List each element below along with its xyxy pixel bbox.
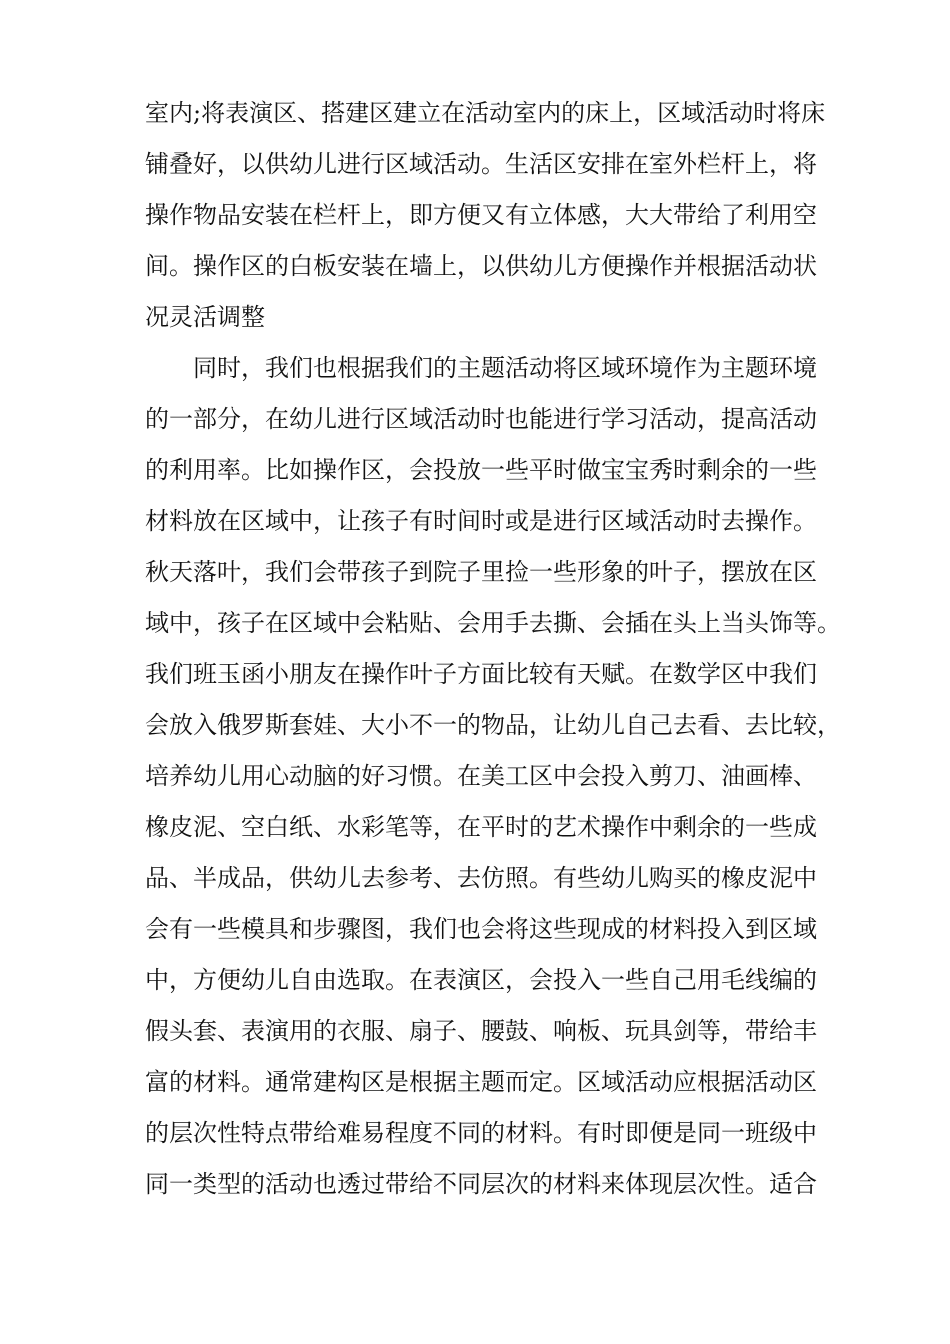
paragraph-2-line-12: 会有一些模具和步骤图，我们也会将这些现成的材料投入到区域 bbox=[145, 915, 817, 943]
paragraph-2-line-1: 同时，我们也根据我们的主题活动将区域环境作为主题环境 bbox=[193, 354, 817, 382]
paragraph-2-line-8: 会放入俄罗斯套娃、大小不一的物品，让幼儿自己去看、去比较， bbox=[145, 711, 841, 739]
paragraph-2-line-13: 中，方便幼儿自由选取。在表演区，会投入一些自己用毛线编的 bbox=[145, 966, 817, 994]
paragraph-2-line-10: 橡皮泥、空白纸、水彩笔等，在平时的艺术操作中剩余的一些成 bbox=[145, 813, 817, 841]
paragraph-2-line-4: 材料放在区域中，让孩子有时间时或是进行区域活动时去操作。 bbox=[145, 507, 817, 535]
paragraph-2-line-11: 品、半成品，供幼儿去参考、去仿照。有些幼儿购买的橡皮泥中 bbox=[145, 864, 817, 892]
paragraph-2-line-7: 我们班玉函小朋友在操作叶子方面比较有天赋。在数学区中我们 bbox=[145, 660, 817, 688]
paragraph-2 bbox=[145, 343, 841, 1210]
paragraph-2-line-17: 同一类型的活动也透过带给不同层次的材料来体现层次性。适合 bbox=[145, 1170, 817, 1198]
paragraph-1-line-2: 铺叠好，以供幼儿进行区域活动。生活区安排在室外栏杆上，将 bbox=[145, 150, 817, 178]
paragraph-1 bbox=[145, 88, 826, 343]
paragraph-2-line-9: 培养幼儿用心动脑的好习惯。在美工区中会投入剪刀、油画棒、 bbox=[145, 762, 817, 790]
paragraph-1-line-1: 室内;将表演区、搭建区建立在活动室内的床上，区域活动时将床 bbox=[145, 99, 826, 127]
paragraph-2-line-5: 秋天落叶，我们会带孩子到院子里捡一些形象的叶子，摆放在区 bbox=[145, 558, 817, 586]
paragraph-1-line-4: 间。操作区的白板安装在墙上，以供幼儿方便操作并根据活动状 bbox=[145, 252, 817, 280]
paragraph-2-line-6: 域中，孩子在区域中会粘贴、会用手去撕、会插在头上当头饰等。 bbox=[145, 609, 841, 637]
paragraph-2-line-16: 的层次性特点带给难易程度不同的材料。有时即便是同一班级中 bbox=[145, 1119, 817, 1147]
paragraph-1-line-5: 况灵活调整 bbox=[145, 303, 265, 331]
paragraph-2-line-14: 假头套、表演用的衣服、扇子、腰鼓、响板、玩具剑等，带给丰 bbox=[145, 1017, 817, 1045]
document-body bbox=[145, 88, 841, 1210]
paragraph-2-line-2: 的一部分，在幼儿进行区域活动时也能进行学习活动，提高活动 bbox=[145, 405, 817, 433]
paragraph-2-line-3: 的利用率。比如操作区，会投放一些平时做宝宝秀时剩余的一些 bbox=[145, 456, 817, 484]
paragraph-2-line-15: 富的材料。通常建构区是根据主题而定。区域活动应根据活动区 bbox=[145, 1068, 817, 1096]
paragraph-1-line-3: 操作物品安装在栏杆上，即方便又有立体感，大大带给了利用空 bbox=[145, 201, 817, 229]
